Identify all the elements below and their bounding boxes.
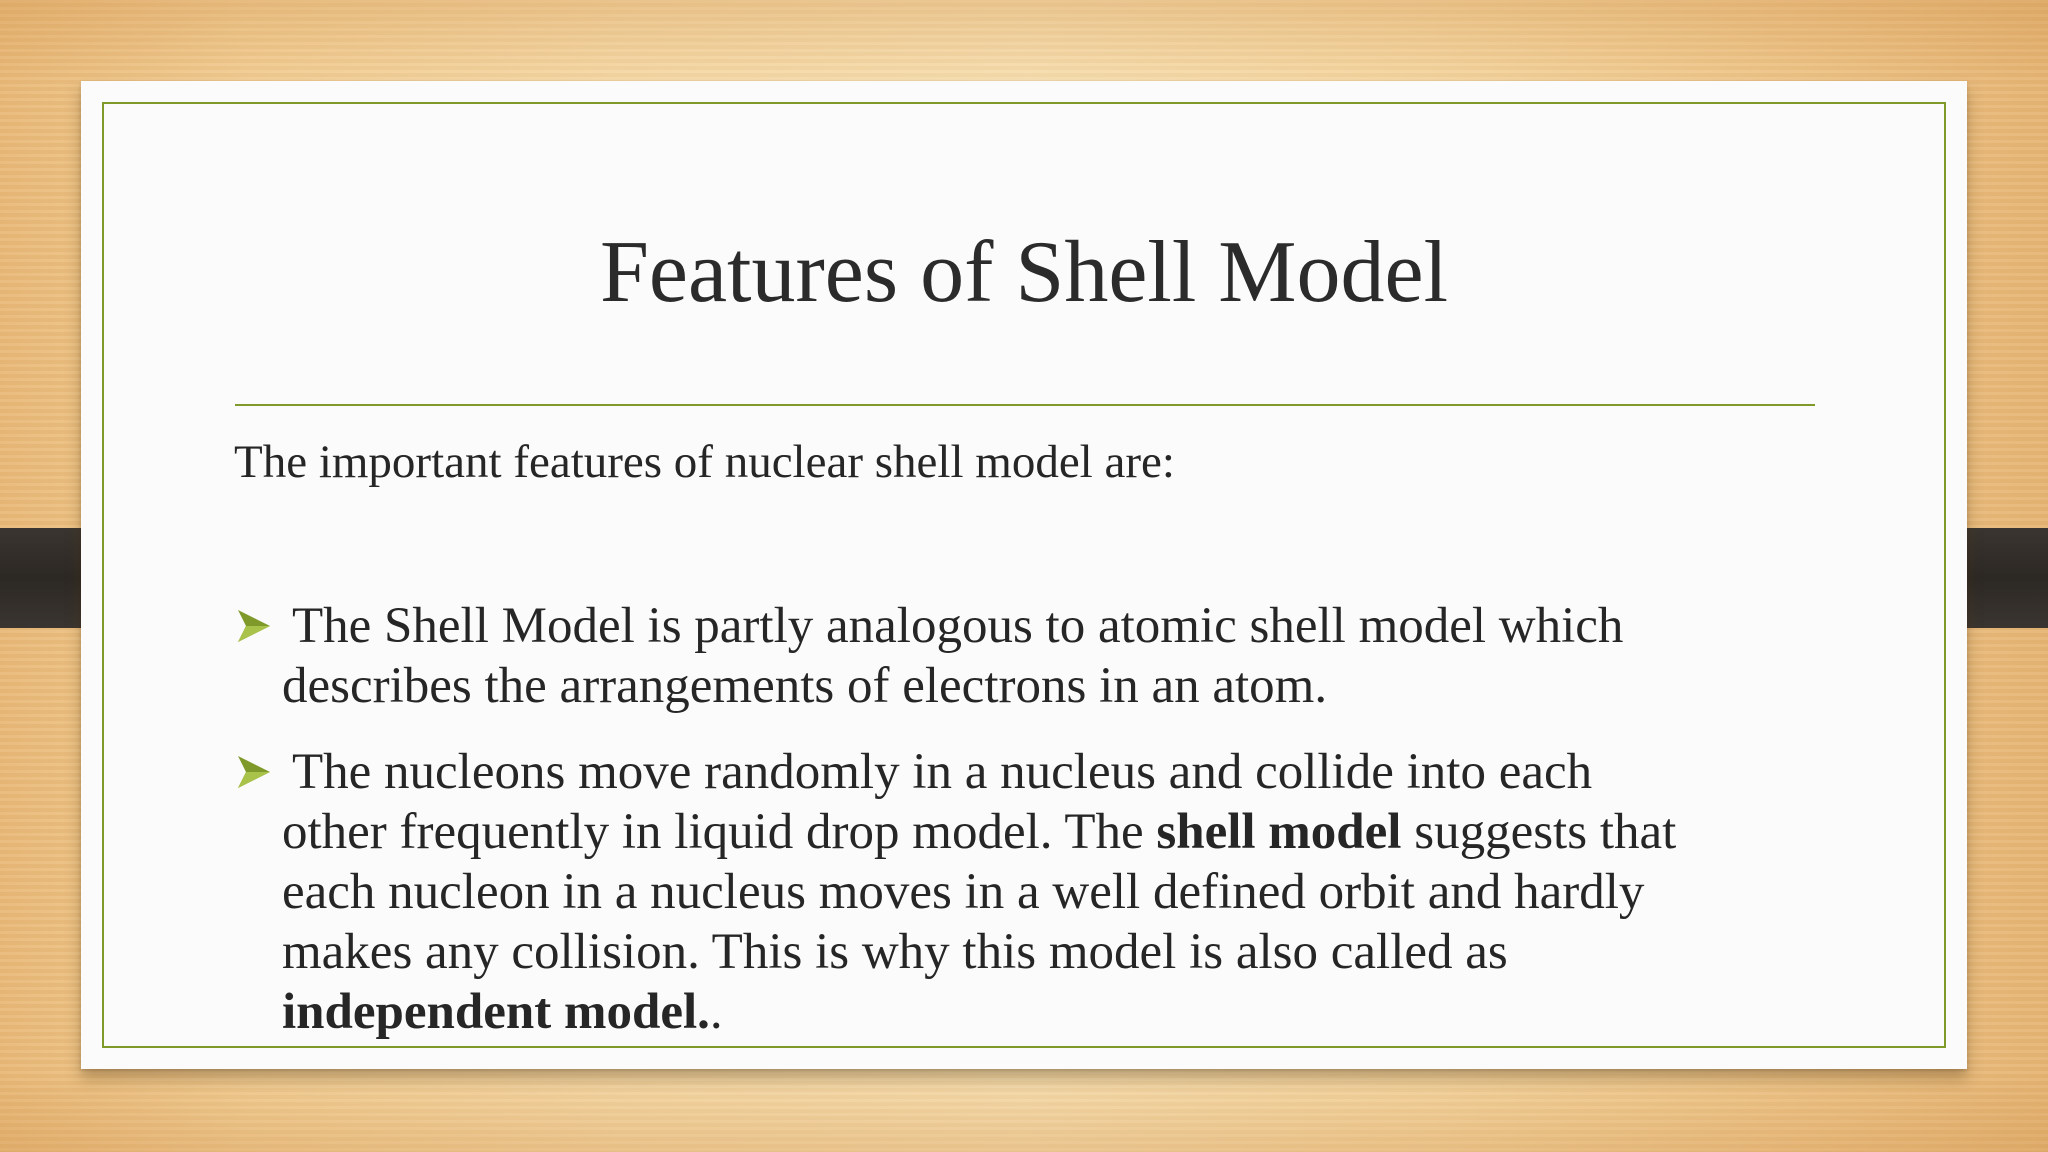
- bullet-2-text: suggests that: [1401, 804, 1677, 860]
- bullet-2-line-2: [282, 804, 1676, 860]
- bullet-2-line-3: each nucleon in a nucleus moves in a well defined orbit and hardly: [282, 864, 1645, 920]
- bullet-2-line-4: makes any collision. This is why this model is also called as: [282, 924, 1508, 980]
- bullet-2-bold-term: shell model: [1156, 804, 1402, 860]
- wood-background-bottom: [0, 1070, 2048, 1152]
- slide-title: Features of Shell Model: [599, 224, 1449, 321]
- wood-background-top: [0, 0, 2048, 80]
- arrow-bullet-icon: [234, 742, 278, 802]
- bullet-2-line-5: [282, 984, 723, 1040]
- bullet-2-bold-term: independent model.: [282, 984, 710, 1040]
- bullet-item-1: [234, 596, 1874, 716]
- slide-card: [81, 81, 1967, 1069]
- bullet-1-line-1: The Shell Model is partly analogous to atomic shell model which: [292, 598, 1624, 654]
- bullet-2-text: other frequently in liquid drop model. The: [282, 804, 1157, 860]
- bullet-item-2: [234, 742, 1874, 1042]
- arrow-bullet-icon: [234, 596, 278, 656]
- title-divider: [235, 404, 1815, 406]
- intro-text: The important features of nuclear shell model are:: [234, 436, 1175, 488]
- bullet-1-line-2: describes the arrangements of electrons in an atom.: [282, 658, 1328, 714]
- bullet-2-text: .: [709, 984, 723, 1040]
- bullet-2-line-1: The nucleons move randomly in a nucleus and collide into each: [292, 744, 1593, 800]
